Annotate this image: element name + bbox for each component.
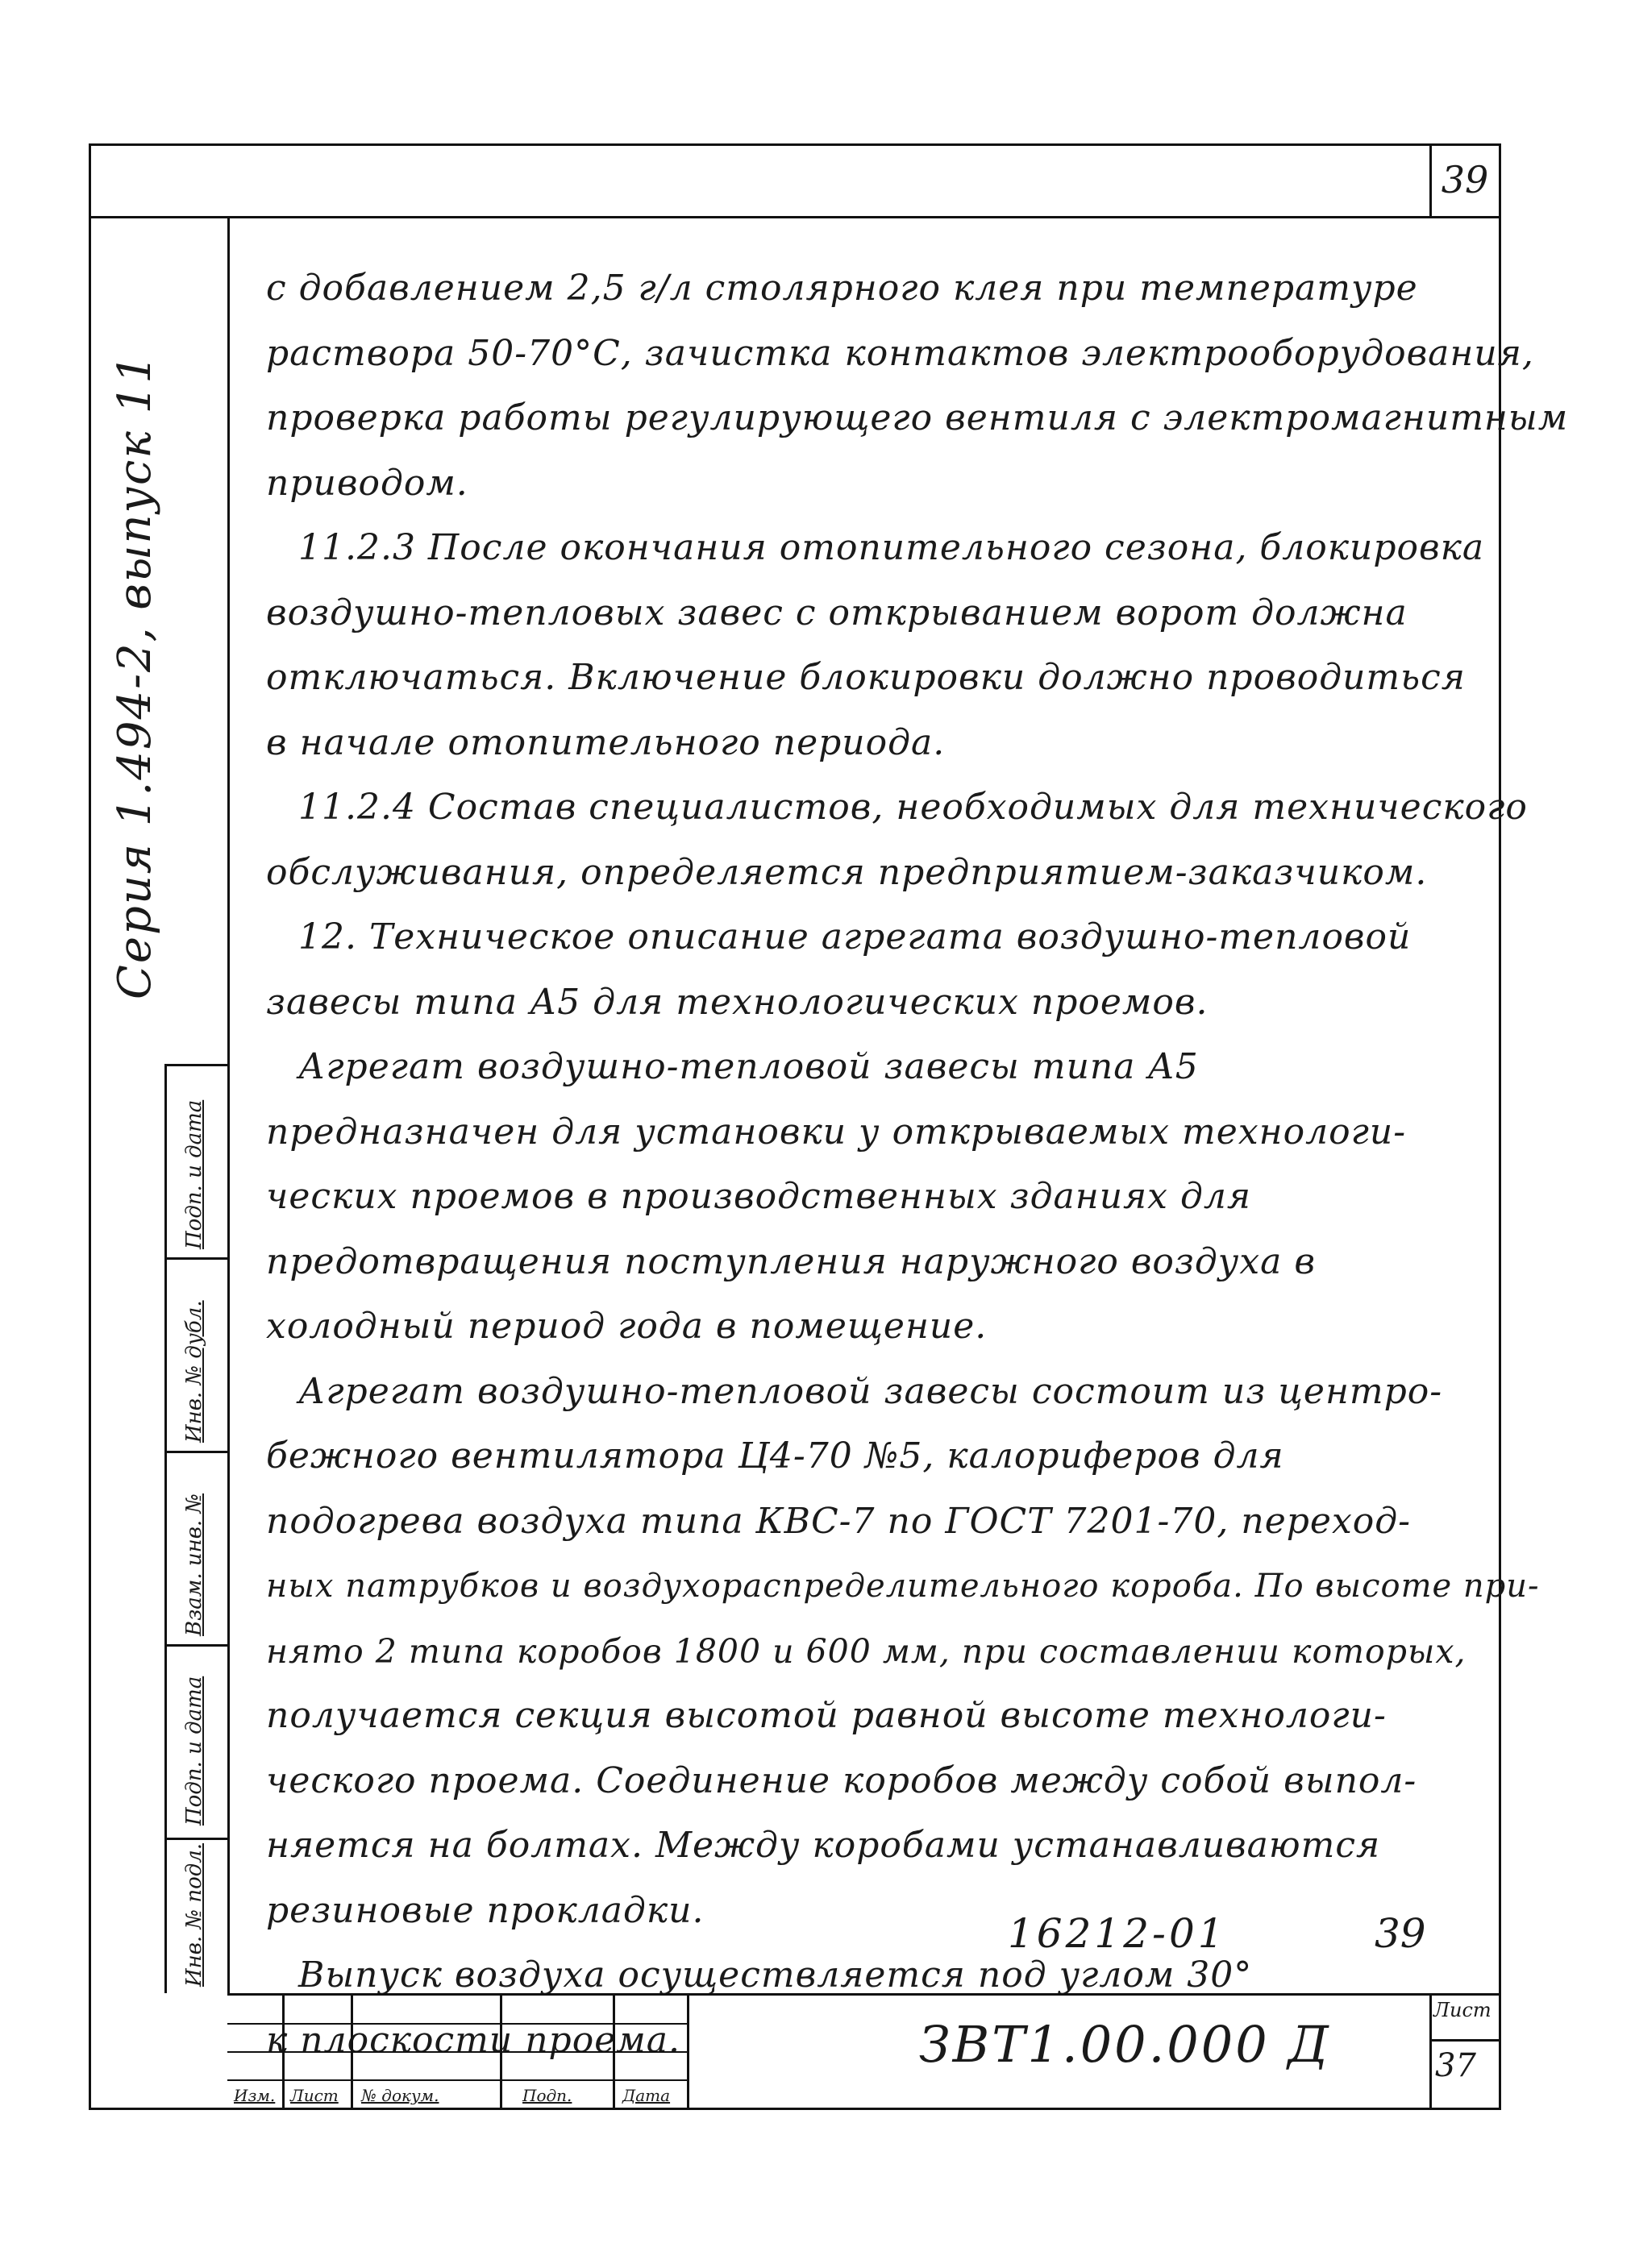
page-number: 39	[1441, 158, 1489, 201]
text-line: завесы типа А5 для технологических проемов.	[266, 981, 1209, 1023]
text-line: проверка работы регулирующего вентиля с электромагнитным	[266, 397, 1569, 438]
text-line: холодный период года в помещение.	[266, 1306, 988, 1347]
text-line: бежного вентилятора Ц4-70 №5, калориферов для	[266, 1435, 1284, 1477]
document-code: 16212-01	[1008, 1910, 1227, 1957]
label-date: Дата	[622, 2086, 671, 2105]
text-line: ческого проема. Соединение коробов между собой выпол-	[266, 1759, 1417, 1801]
strip-separator	[164, 1838, 227, 1840]
title-block-row-line	[227, 2023, 687, 2025]
text-line: получается секция высотой равной высоте технологи-	[266, 1695, 1387, 1736]
strip-separator	[164, 1644, 227, 1647]
stamp-label-vzam-inv: Взам. инв. №	[182, 1493, 206, 1636]
label-signature: Подп.	[522, 2086, 572, 2105]
stamp-label-podp-data: Подп. и дата	[182, 1676, 206, 1826]
stamp-label-podp-data-2: Подп. и дата	[182, 1099, 206, 1249]
text-line: 12. Техническое описание агрегата воздушно-тепловой	[298, 916, 1412, 957]
stamp-label-inv-dubl: Инв. № дубл.	[182, 1300, 206, 1443]
text-line: Выпуск воздуха осуществляется под углом 30°	[298, 1954, 1253, 1996]
text-line: приводом.	[266, 462, 468, 504]
text-line: с добавлением 2,5 г/л столярного клея при температуре	[266, 268, 1418, 309]
title-block-row-line	[227, 2079, 687, 2081]
document-designation: ЗВТ1.00.000 Д	[919, 2015, 1331, 2074]
stamp-label-inv-podl: Инв. № подл.	[182, 1842, 206, 1987]
text-line: Агрегат воздушно-тепловой завесы состоит из центро-	[298, 1370, 1443, 1412]
text-line: воздушно-тепловых завес с открыванием ворот должна	[266, 592, 1408, 633]
title-block-line	[687, 1993, 689, 2110]
text-line: ческих проемов в производственных зданиях для	[266, 1176, 1251, 1217]
text-line: Агрегат воздушно-тепловой завесы типа А5	[298, 1046, 1199, 1087]
label-izm: Изм.	[234, 2086, 276, 2105]
text-line: раствора 50-70°С, зачистка контактов электрооборудования,	[266, 332, 1534, 374]
side-series-title: Серия 1.494-2, выпуск 11	[109, 353, 161, 999]
strip-separator	[164, 1451, 227, 1453]
inner-left-border	[227, 216, 230, 1993]
text-line: отключаться. Включение блокировки должно проводиться	[266, 657, 1466, 698]
text-line: к плоскости проема.	[266, 2019, 680, 2061]
text-line: предназначен для установки у открываемых технологи-	[266, 1111, 1407, 1153]
text-line: резиновые прокладки.	[266, 1889, 705, 1931]
text-line: в начале отопительного периода.	[266, 721, 946, 763]
sheet-box-line	[1429, 2039, 1501, 2042]
sheet-number: 37	[1435, 2047, 1476, 2084]
document-page-number: 39	[1375, 1910, 1426, 1957]
frame-top-line	[89, 216, 1501, 218]
text-line: няется на болтах. Между коробами устанавливаются	[266, 1825, 1381, 1866]
text-line: обслуживания, определяется предприятием-заказчиком.	[266, 851, 1428, 893]
text-line: ных патрубков и воздухораспределительного короба. По высоте при-	[266, 1568, 1540, 1605]
text-line: подогрева воздуха типа КВС-7 по ГОСТ 7201-70, переход-	[266, 1500, 1411, 1542]
label-doc-number: № докум.	[361, 2086, 439, 2105]
title-block-row-line	[227, 2051, 687, 2053]
label-list: Лист	[290, 2086, 339, 2105]
text-line: нято 2 типа коробов 1800 и 600 мм, при составлении которых,	[266, 1631, 1467, 1671]
title-block-line	[1429, 1993, 1432, 2110]
sheet-label: Лист	[1433, 1999, 1491, 2021]
text-line: 11.2.3 После окончания отопительного сезона, блокировка	[298, 527, 1485, 568]
text-line: 11.2.4 Состав специалистов, необходимых для технического	[298, 787, 1528, 828]
text-line: предотвращения поступления наружного воздуха в	[266, 1240, 1316, 1282]
body-text	[266, 256, 1569, 2073]
strip-separator	[164, 1257, 227, 1260]
